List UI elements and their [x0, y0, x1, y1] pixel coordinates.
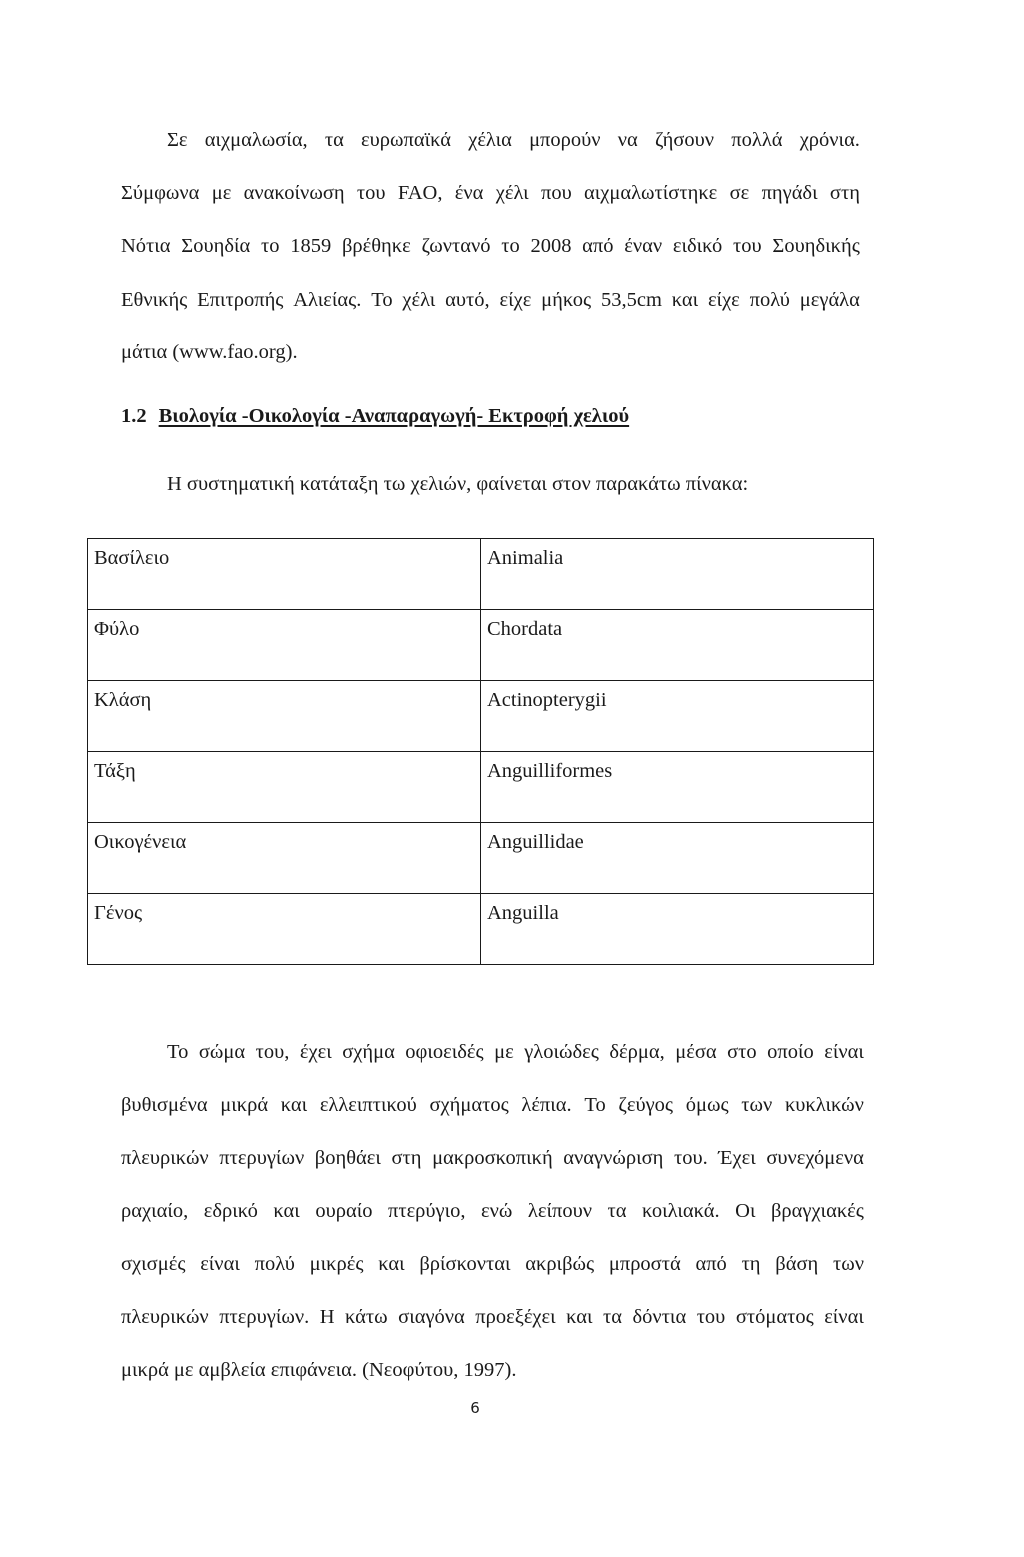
word: μεγάλα: [799, 289, 860, 311]
word: ενώ: [481, 1200, 513, 1222]
word: των: [832, 1253, 864, 1275]
word: τη: [741, 1253, 761, 1275]
word: ζωντανό: [421, 235, 491, 257]
word: τα: [603, 1306, 623, 1328]
taxon-cell: [481, 752, 874, 823]
taxon-cell: [481, 539, 874, 610]
paragraph-line: [121, 1252, 864, 1276]
paragraph-line: [121, 1093, 864, 1117]
word: ελλειπτικού: [319, 1094, 417, 1116]
rank-label: Φύλο: [94, 618, 140, 640]
word: βυθισμένα: [121, 1094, 208, 1116]
word: στη: [391, 1147, 422, 1169]
word: μπροστά: [608, 1253, 681, 1275]
rank-cell: [88, 539, 481, 610]
word: ακριβώς: [525, 1253, 595, 1275]
taxon-name: Animalia: [487, 547, 564, 569]
taxon-name: Anguilliformes: [487, 760, 613, 782]
word: Εθνικής: [121, 289, 188, 311]
word: όμως: [685, 1094, 729, 1116]
word: γλοιώδες: [524, 1041, 599, 1063]
word: μάτια (www.fao.org).: [121, 341, 298, 363]
word: του: [356, 182, 386, 204]
word: στη: [829, 182, 860, 204]
word: ζήσουν: [654, 129, 715, 151]
paragraph-line: [121, 1305, 864, 1329]
word: Σουηδία: [181, 235, 251, 257]
rank-cell: [88, 681, 481, 752]
word: με: [211, 182, 232, 204]
word: του: [696, 1306, 726, 1328]
word: έχει: [299, 1041, 332, 1063]
word: στο: [727, 1041, 757, 1063]
table-row: [88, 610, 874, 681]
word: βραγχιακές: [771, 1200, 864, 1222]
taxon-cell: [481, 894, 874, 965]
word: βρέθηκε: [341, 235, 411, 257]
word: FAO,: [397, 182, 443, 204]
word: 53,5cm: [600, 289, 662, 311]
word: που: [540, 182, 572, 204]
word: του.: [673, 1147, 708, 1169]
word: πτερυγίων: [219, 1147, 305, 1169]
word: οποίο: [767, 1041, 814, 1063]
word: μικρές: [309, 1253, 364, 1275]
word: κάτω: [345, 1306, 388, 1328]
rank-cell: [88, 823, 481, 894]
word: Το: [584, 1094, 606, 1116]
rank-label: Τάξη: [94, 760, 136, 782]
word: βοηθάει: [314, 1147, 381, 1169]
word: χέλι: [495, 182, 529, 204]
taxon-cell: [481, 823, 874, 894]
word: Η: [319, 1306, 335, 1328]
word: το: [261, 235, 280, 257]
rank-cell: [88, 752, 481, 823]
page-number: 6: [470, 1399, 480, 1417]
table-row: [88, 823, 874, 894]
word: και: [566, 1306, 593, 1328]
rank-cell: [88, 610, 481, 681]
section-title: Βιολογία -Οικολογία -Αναπαραγωγή- Εκτροφή χελιού: [158, 405, 630, 427]
word: ένα: [454, 182, 484, 204]
word: Νότια: [121, 235, 171, 257]
word: είναι: [824, 1041, 864, 1063]
paragraph-line: [121, 1146, 864, 1170]
section-number: 1.2: [121, 405, 147, 427]
table-intro: Η συστηματική κατάταξη τω χελιών, φαίνεται στον παρακάτω πίνακα:: [167, 473, 749, 495]
word: αυτό,: [445, 289, 490, 311]
word: σχήμα: [342, 1041, 395, 1063]
word: να: [617, 129, 638, 151]
word: από: [695, 1253, 727, 1275]
rank-label: Κλάση: [94, 689, 152, 711]
word: και: [671, 289, 699, 311]
word: βάση: [775, 1253, 819, 1275]
word: και: [378, 1253, 405, 1275]
taxon-name: Anguillidae: [487, 831, 584, 853]
paragraph-line: [121, 288, 860, 312]
word: ευρωπαϊκά: [361, 129, 452, 151]
word: πολλά: [731, 129, 783, 151]
taxon-name: Chordata: [487, 618, 563, 640]
paragraph-line: [121, 234, 860, 258]
word: βρίσκονται: [419, 1253, 511, 1275]
word: 2008: [530, 235, 572, 257]
table-row: [88, 539, 874, 610]
word: Σε: [167, 129, 188, 151]
word: μπορούν: [529, 129, 601, 151]
word: είχε: [499, 289, 532, 311]
word: έναν: [624, 235, 663, 257]
word: συνεχόμενα: [766, 1147, 864, 1169]
word: τα: [324, 129, 344, 151]
paragraph-line: [121, 181, 860, 205]
word: πτερύγιο,: [387, 1200, 466, 1222]
word: Το: [371, 289, 393, 311]
word: πτερυγίων.: [219, 1306, 310, 1328]
word: του: [733, 235, 762, 257]
paragraph-line: [121, 1358, 517, 1382]
word: χέλια: [468, 129, 512, 151]
word: πλευρικών: [121, 1147, 209, 1169]
table-row: [88, 894, 874, 965]
word: σιαγόνα: [398, 1306, 465, 1328]
word: αιχμαλωσία,: [204, 129, 308, 151]
word: από: [582, 235, 614, 257]
word: και: [280, 1094, 308, 1116]
rank-cell: [88, 894, 481, 965]
rank-label: Γένος: [94, 902, 143, 924]
word: ραχιαίο,: [121, 1200, 189, 1222]
rank-label: Οικογένεια: [94, 831, 187, 853]
word: λείπουν: [527, 1200, 593, 1222]
word: προεξέχει: [475, 1306, 556, 1328]
word: αναγνώριση: [563, 1147, 664, 1169]
word: Το: [167, 1041, 189, 1063]
taxonomy-table: [87, 538, 874, 965]
paragraph-line: [121, 340, 298, 364]
word: ζεύγος: [618, 1094, 674, 1116]
word: ανακοίνωση: [243, 182, 345, 204]
word: οφιοειδές: [405, 1041, 484, 1063]
word: Σύμφωνα: [121, 182, 200, 204]
paragraph-line: [121, 1199, 864, 1223]
word: σχήματος: [429, 1094, 509, 1116]
word: πολύ: [254, 1253, 295, 1275]
word: το: [501, 235, 520, 257]
taxon-cell: [481, 681, 874, 752]
word: είναι: [200, 1253, 240, 1275]
word: μακροσκοπική: [432, 1147, 553, 1169]
taxon-name: Actinopterygii: [487, 689, 607, 711]
word: εδρικό: [203, 1200, 258, 1222]
paragraph-line: [167, 128, 860, 152]
word: μικρά με αμβλεία επιφάνεια. (Νεοφύτου, 1997).: [121, 1359, 517, 1381]
word: μικρά: [220, 1094, 269, 1116]
word: ειδικό: [672, 235, 723, 257]
word: Σουηδικής: [772, 235, 860, 257]
word: ουραίο: [315, 1200, 373, 1222]
word: πλευρικών: [121, 1306, 209, 1328]
word: είχε: [707, 289, 740, 311]
word: των: [741, 1094, 773, 1116]
taxon-name: Anguilla: [487, 902, 559, 924]
word: σχισμές: [121, 1253, 186, 1275]
section-heading: [121, 404, 629, 428]
word: είναι: [824, 1306, 864, 1328]
word: σώμα: [198, 1041, 246, 1063]
word: πηγάδι: [761, 182, 818, 204]
word: λέπια.: [521, 1094, 572, 1116]
word: Οι: [735, 1200, 756, 1222]
table-row: [88, 681, 874, 752]
table-row: [88, 752, 874, 823]
word: Έχει: [718, 1147, 756, 1169]
word: Αλιείας.: [293, 289, 362, 311]
word: αιχμαλωτίστηκε: [584, 182, 718, 204]
paragraph-line: [167, 1040, 864, 1064]
word: σε: [729, 182, 750, 204]
word: κυκλικών: [784, 1094, 864, 1116]
word: με: [494, 1041, 514, 1063]
word: χρόνια.: [799, 129, 860, 151]
word: πολύ: [749, 289, 790, 311]
word: χέλι: [402, 289, 436, 311]
word: τα: [607, 1200, 627, 1222]
word: μέσα: [675, 1041, 717, 1063]
word: 1859: [290, 235, 332, 257]
word: και: [273, 1200, 300, 1222]
taxon-cell: [481, 610, 874, 681]
word: δόντια: [632, 1306, 687, 1328]
word: του,: [255, 1041, 290, 1063]
rank-label: Βασίλειο: [94, 547, 170, 569]
word: κοιλιακά.: [642, 1200, 720, 1222]
word: στόματος: [735, 1306, 814, 1328]
word: μήκος: [541, 289, 592, 311]
word: Επιτροπής: [197, 289, 284, 311]
word: δέρμα,: [609, 1041, 665, 1063]
